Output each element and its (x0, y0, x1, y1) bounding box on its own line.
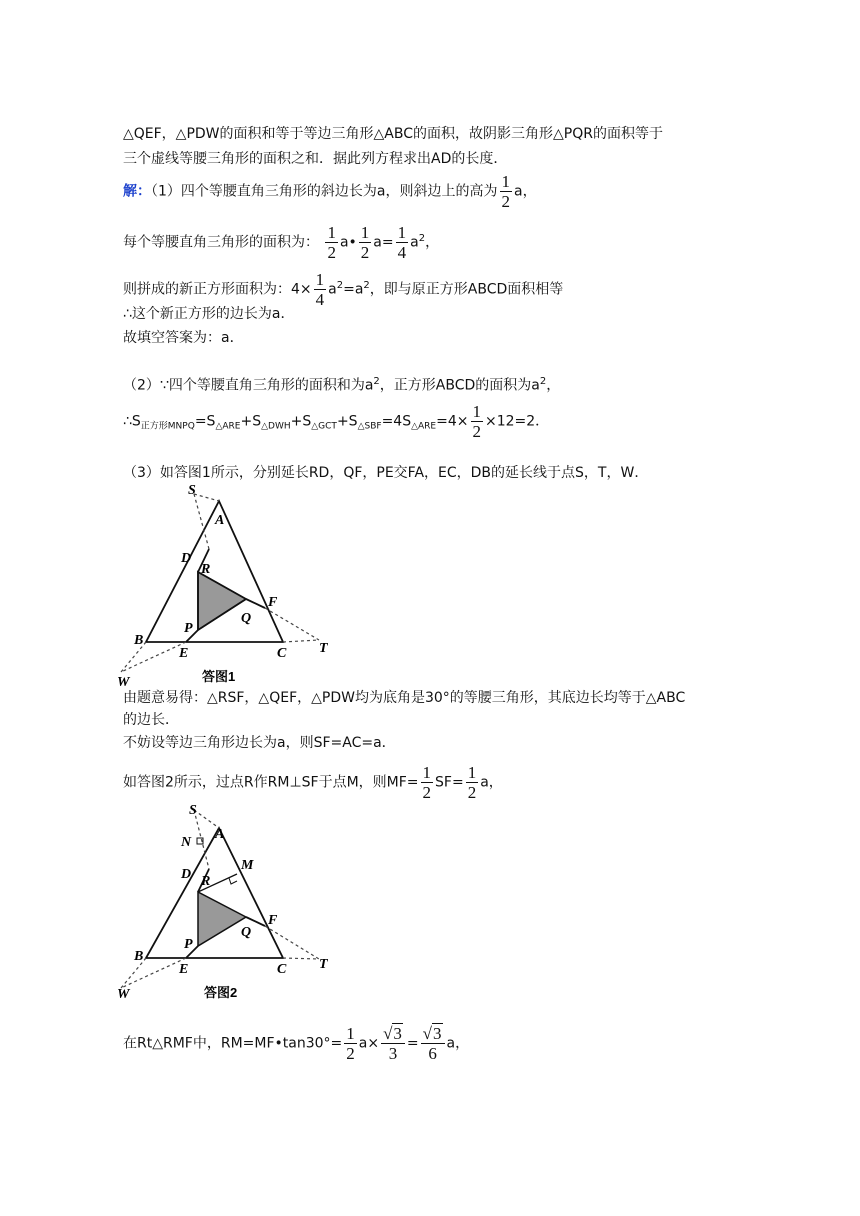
denominator: 2 (472, 422, 481, 441)
fraction (500, 172, 513, 211)
solution-line-4 (123, 304, 295, 324)
label-c: C (277, 646, 287, 661)
text: a• (339, 234, 357, 251)
numerator: 1 (397, 223, 407, 242)
text: ∴S (123, 413, 141, 430)
label-e: E (179, 646, 189, 661)
label-q: Q (241, 925, 252, 940)
numerator: 1 (360, 223, 370, 242)
subscript: △SBF (357, 421, 382, 432)
solution-line-7 (123, 402, 549, 441)
dashed-ew (121, 958, 189, 988)
figure-caption: 答图1 (202, 669, 236, 684)
text: a (410, 234, 419, 251)
triangle-abc (146, 828, 283, 958)
text: a， (514, 183, 537, 200)
text: （1）四个等腰直角三角形的斜边长为a，则斜边上的高为 (151, 183, 498, 200)
dashed-ct (283, 640, 319, 642)
text: 每个等腰直角三角形的面积为： (123, 234, 319, 251)
text: SF= (435, 774, 464, 791)
fraction (381, 1024, 405, 1063)
numerator: 1 (315, 270, 325, 289)
figure-1 (113, 480, 343, 690)
solution-line-5 (123, 328, 244, 348)
label-e: E (179, 962, 189, 977)
label-q: Q (241, 611, 252, 626)
paragraph-line (123, 149, 507, 169)
text: a= (373, 234, 394, 251)
dashed-ft (265, 608, 319, 640)
label-t: T (319, 641, 328, 656)
text: ， (425, 234, 440, 251)
label-s: S (189, 803, 197, 818)
text: =4× (436, 413, 469, 430)
label-r: R (201, 562, 211, 577)
numerator: 1 (422, 763, 432, 782)
solution-line-9 (123, 688, 685, 708)
text: 如答图2所示，过点R作RM⊥SF于点M，则MF= (123, 774, 419, 791)
dashed-sa (194, 494, 219, 501)
radicand: 3 (433, 1024, 442, 1043)
text: 在Rt△RMF中，RM=MF•tan30°= (123, 1035, 343, 1052)
figure-caption: 答图2 (204, 985, 238, 1000)
numerator (381, 1024, 405, 1044)
text: =S (194, 413, 216, 430)
fraction (466, 763, 479, 802)
denominator: 4 (397, 243, 407, 262)
denominator: 2 (467, 783, 477, 802)
superscript: 2 (363, 279, 370, 291)
label-c: C (277, 962, 287, 977)
label-n: N (181, 835, 192, 850)
fraction (421, 763, 434, 802)
solution-line-6 (123, 372, 560, 396)
denominator: 2 (327, 243, 336, 262)
sqrt-sign: √ (383, 1024, 393, 1043)
numerator: 1 (501, 172, 510, 191)
solution-line-1 (123, 172, 537, 211)
solution-line-2 (123, 223, 439, 262)
text: +S (336, 413, 358, 430)
label-b: B (134, 949, 144, 964)
label-w: W (117, 987, 130, 1002)
denominator: 2 (422, 783, 432, 802)
solution-label: 解： (123, 183, 151, 200)
text: ， (546, 377, 561, 394)
dashed-ew (121, 642, 189, 672)
label-t: T (319, 957, 328, 972)
label-f: F (268, 595, 278, 610)
label-a: A (215, 513, 225, 528)
label-w: W (117, 675, 130, 690)
label-b: B (134, 633, 144, 648)
dashed-sa (194, 810, 219, 828)
denominator: 2 (501, 192, 510, 211)
text: a， (446, 1035, 470, 1052)
shaded-triangle-pqr (198, 892, 246, 946)
superscript: 2 (373, 376, 380, 387)
text: 故填空答案为：a． (123, 330, 244, 346)
text: = (406, 1035, 419, 1052)
shaded-triangle-pqr (198, 572, 246, 630)
label-m: M (241, 858, 254, 873)
subscript: △DWH (261, 421, 291, 432)
text: a (328, 281, 337, 298)
numerator: 1 (467, 763, 477, 782)
text: +S (240, 413, 262, 430)
fraction (421, 1024, 445, 1063)
label-f: F (268, 913, 278, 928)
label-d: D (181, 551, 192, 566)
text: 不妨设等边三角形边长为a，则SF=AC=a． (123, 735, 396, 751)
text: a， (480, 774, 503, 791)
text: ，正方形ABCD的面积为a (379, 377, 540, 394)
radicand: 3 (393, 1024, 402, 1043)
subscript: 正方形MNPQ (140, 421, 195, 432)
text: （2）∵四个等腰直角三角形的面积和为a (123, 377, 374, 394)
label-a: A (215, 827, 225, 842)
sqrt-sign: √ (422, 1024, 432, 1043)
fraction (396, 223, 409, 262)
fraction (344, 1024, 357, 1063)
fraction (314, 270, 327, 309)
numerator: 1 (472, 402, 481, 421)
denominator: 3 (388, 1044, 398, 1063)
label-p: P (184, 621, 193, 636)
subscript: △ARE (411, 421, 437, 432)
fraction (325, 223, 338, 262)
superscript: 2 (539, 376, 547, 387)
superscript: 2 (336, 279, 344, 291)
text: 三个虚线等腰三角形的面积之和．据此列方程求出AD的长度． (123, 151, 508, 167)
segment-qf (246, 599, 265, 608)
text: △QEF，△PDW的面积和等于等边三角形△ABC的面积，故阴影三角形△PQR的面积等于 (123, 126, 663, 142)
label-s: S (188, 483, 196, 498)
text: 由题意易得：△RSF，△QEF，△PDW均为底角是30°的等腰三角形，其底边长均等于△ABC (123, 690, 686, 706)
text: 则拼成的新正方形面积为：4× (123, 281, 312, 298)
dashed-sd (194, 494, 209, 549)
subscript: △ARE (215, 421, 241, 432)
label-r: R (201, 874, 211, 889)
figure-2 (113, 796, 343, 1006)
label-d: D (181, 867, 192, 882)
paragraph-line (123, 124, 663, 144)
text: a× (358, 1035, 380, 1052)
text: 的边长． (123, 712, 179, 728)
numerator (421, 1024, 445, 1044)
solution-line-10 (123, 710, 179, 730)
fraction (471, 402, 484, 441)
text: +S (290, 413, 312, 430)
text: （3）如答图1所示，分别延长RD，QF，PE交FA，EC，DB的延长线于点S，T，W． (123, 465, 649, 481)
text: ，即与原正方形ABCD面积相等 (369, 281, 564, 298)
right-angle-mark-m (229, 878, 237, 884)
solution-line-13 (123, 1024, 469, 1063)
denominator: 2 (346, 1044, 355, 1063)
solution-line-11 (123, 733, 396, 753)
label-p: P (184, 937, 193, 952)
text: =a (343, 281, 364, 298)
text: ∴这个新正方形的边长为a． (123, 306, 295, 322)
superscript: 2 (418, 232, 426, 244)
numerator: 1 (346, 1024, 355, 1043)
subscript: △GCT (311, 421, 337, 432)
denominator: 2 (360, 243, 370, 262)
text: ×12=2． (485, 413, 550, 430)
numerator: 1 (327, 223, 336, 242)
denominator: 6 (428, 1044, 437, 1063)
text: =4S (381, 413, 412, 430)
dashed-ct (283, 958, 319, 959)
denominator: 4 (315, 290, 325, 309)
dashed-ft (265, 926, 319, 959)
fraction (359, 223, 372, 262)
